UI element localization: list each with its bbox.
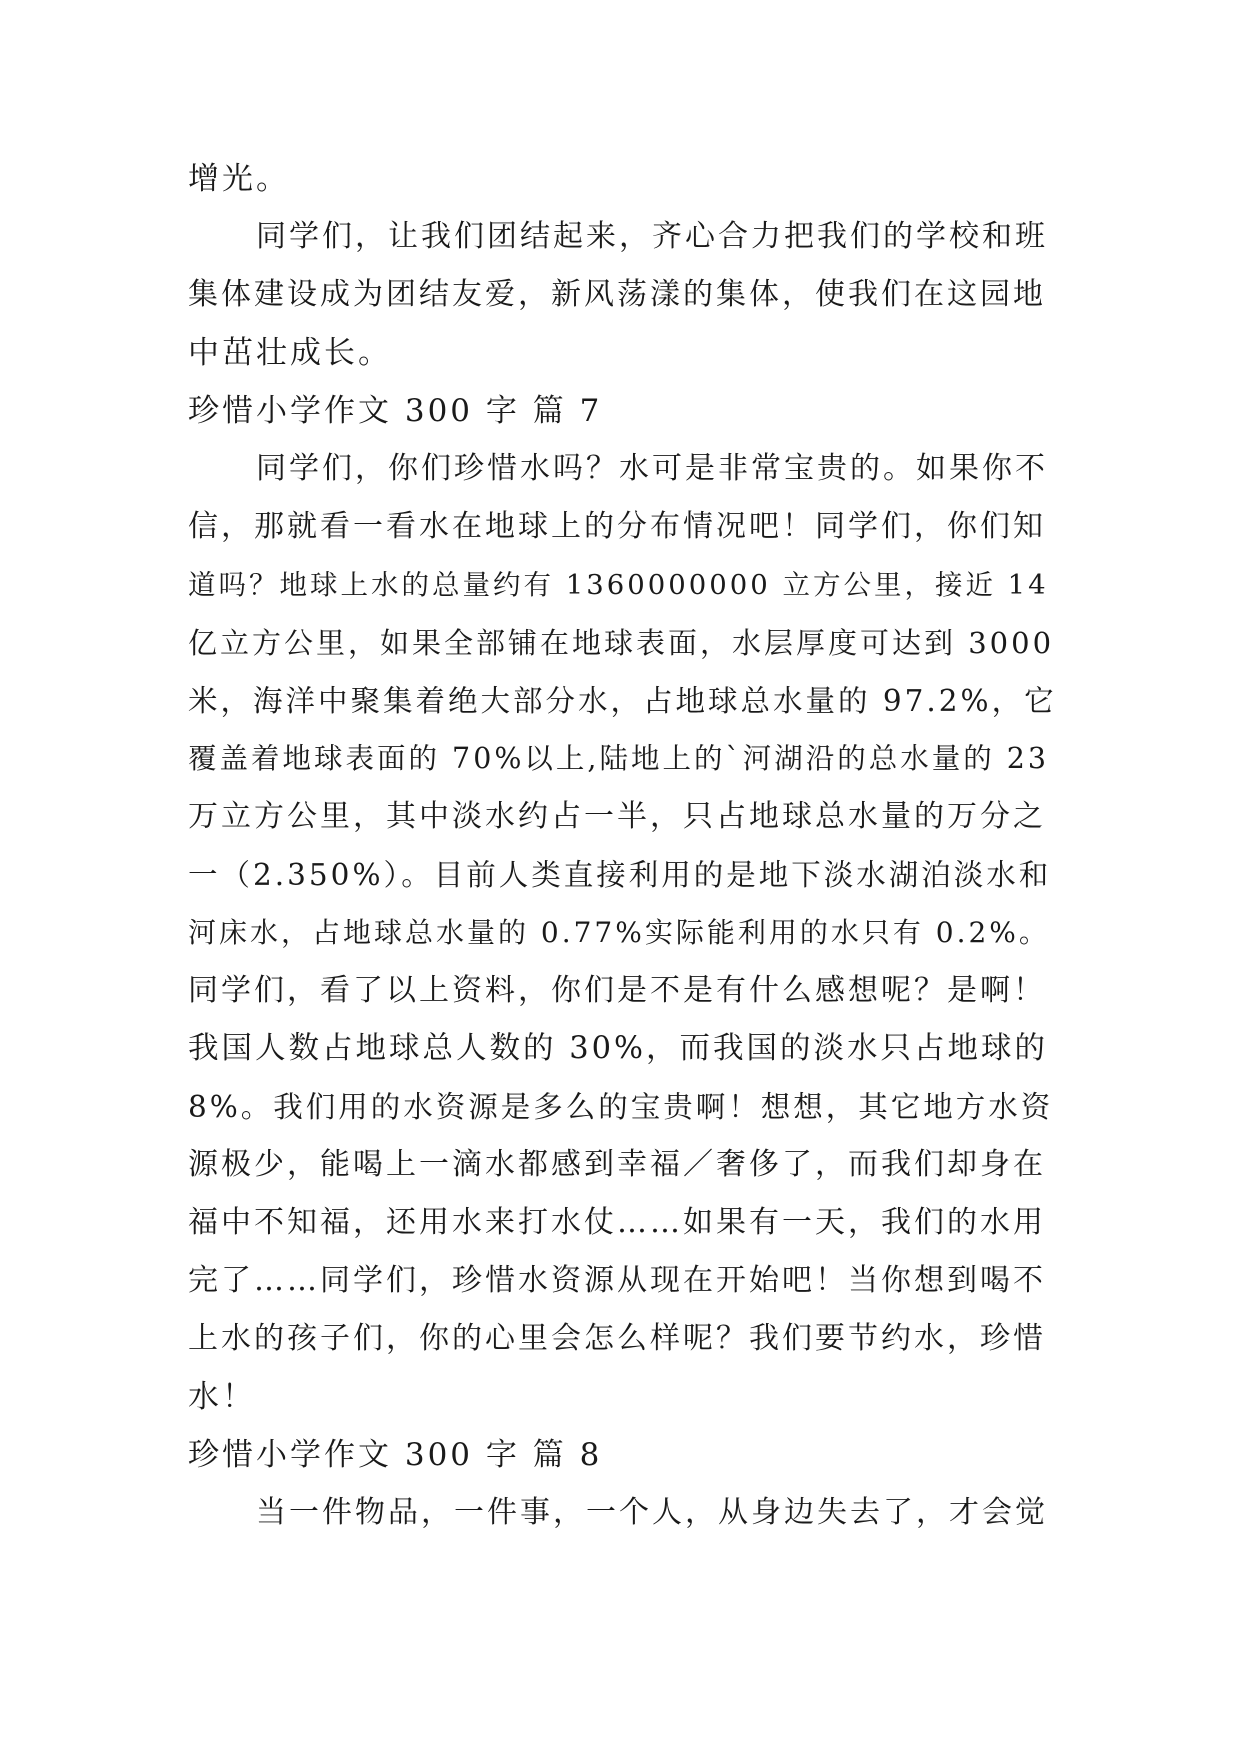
section-heading: 珍惜小学作文 300 字 篇 8 xyxy=(188,1437,603,1473)
text-line: 米，海洋中聚集着绝大部分水，占地球总水量的 97.2%，它 xyxy=(188,684,1057,718)
text-line: 上水的孩子们，你的心里会怎么样呢？我们要节约水，珍惜 xyxy=(188,1321,1046,1356)
text-line: 源极少，能喝上一滴水都感到幸福／奢侈了，而我们却身在 xyxy=(188,1147,1046,1182)
paragraph-first-line: 同学们，让我们团结起来，齐心合力把我们的学校和班 xyxy=(256,219,1048,254)
text-line: 集体建设成为团结友爱，新风荡漾的集体，使我们在这园地 xyxy=(188,277,1046,312)
text-line: 增光。 xyxy=(188,161,290,197)
text-line: 完了……同学们，珍惜水资源从现在开始吧！当你想到喝不 xyxy=(188,1263,1046,1298)
section-heading: 珍惜小学作文 300 字 篇 7 xyxy=(188,393,603,429)
text-line: 8%。我们用的水资源是多么的宝贵啊！想想，其它地方水资 xyxy=(188,1090,1054,1124)
document-page xyxy=(188,150,1058,1542)
text-line: 亿立方公里，如果全部铺在地球表面，水层厚度可达到 3000 xyxy=(188,626,1055,660)
text-line: 我国人数占地球总人数的 30%，而我国的淡水只占地球的 xyxy=(188,1031,1048,1066)
text-line: 覆盖着地球表面的 70%以上,陆地上的`河湖沿的总水量的 23 xyxy=(188,742,1050,775)
paragraph-first-line: 同学们，你们珍惜水吗？水可是非常宝贵的。如果你不 xyxy=(256,451,1048,486)
text-line: 水！ xyxy=(188,1379,256,1415)
text-line: 万立方公里，其中淡水约占一半，只占地球总水量的万分之 xyxy=(188,799,1046,834)
text-line: 中茁壮成长。 xyxy=(188,335,392,371)
paragraph-first-line: 当一件物品，一件事，一个人，从身边失去了，才会觉 xyxy=(256,1495,1048,1530)
text-line: 河床水，占地球总水量的 0.77%实际能利用的水只有 0.2%。 xyxy=(188,916,1050,949)
text-line: 道吗？地球上水的总量约有 1360000000 立方公里，接近 14 xyxy=(188,569,1049,601)
text-line: 福中不知福，还用水来打水仗……如果有一天，我们的水用 xyxy=(188,1205,1046,1240)
text-line: 同学们，看了以上资料，你们是不是有什么感想呢？是啊！ xyxy=(188,973,1046,1008)
text-line: 信，那就看一看水在地球上的分布情况吧！同学们，你们知 xyxy=(188,509,1046,544)
text-line: 一（2.350%）。目前人类直接利用的是地下淡水湖泊淡水和 xyxy=(188,858,1052,892)
